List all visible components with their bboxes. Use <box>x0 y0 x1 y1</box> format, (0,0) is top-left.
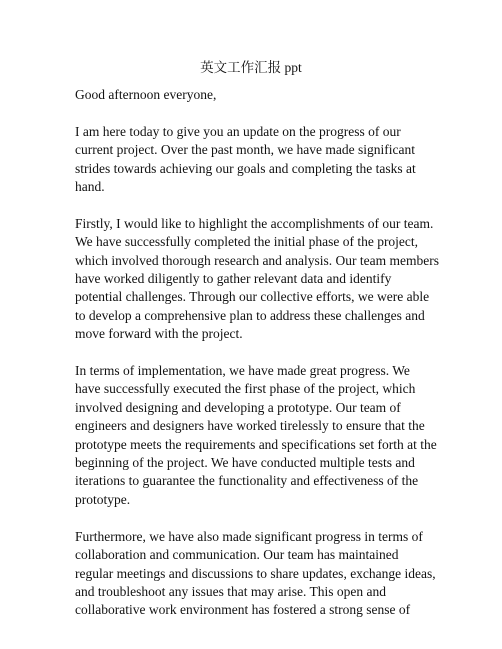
text-line: involved designing and developing a prototype. Our team of <box>75 399 401 415</box>
greeting <box>75 86 437 104</box>
text-line: move forward with the project. <box>75 326 243 342</box>
text-line: collaboration and communication. Our team has maintained <box>75 547 399 563</box>
text-line: strides towards achieving our goals and completing the tasks at <box>75 160 416 176</box>
text-line: regular meetings and discussions to share updates, exchange ideas, <box>75 565 436 581</box>
text-line: potential challenges. Through our collective efforts, we were able <box>75 289 430 305</box>
paragraph-collaboration <box>75 528 437 620</box>
text-line: engineers and designers have worked tirelessly to ensure that the <box>75 418 425 434</box>
text-line: I am here today to give you an update on the progress of our <box>75 123 401 139</box>
text-line: which involved thorough research and analysis. Our team members <box>75 252 440 268</box>
text-line: Good afternoon everyone, <box>75 87 217 102</box>
paragraph-progress-update <box>75 123 437 197</box>
text-line: beginning of the project. We have conducted multiple tests and <box>75 455 415 471</box>
text-line: hand. <box>75 179 105 195</box>
text-line: We have successfully completed the initial phase of the project, <box>75 234 419 250</box>
text-line: have worked diligently to gather relevant data and identify <box>75 271 392 287</box>
document-body <box>75 86 440 638</box>
text-line: current project. Over the past month, we have made significant <box>75 142 416 158</box>
text-line: prototype meets the requirements and specifications set forth at the <box>75 436 437 452</box>
document-title: 英文工作汇报 ppt <box>200 60 302 75</box>
paragraph-implementation <box>75 362 437 509</box>
text-line: collaborative work environment has fostered a strong sense of <box>75 602 411 618</box>
text-line: to develop a comprehensive plan to address these challenges and <box>75 307 425 323</box>
text-line: In terms of implementation, we have made great progress. We <box>75 363 410 379</box>
text-line: have successfully executed the first phase of the project, which <box>75 381 416 397</box>
text-line: and troubleshoot any issues that may arise. This open and <box>75 583 386 599</box>
text-line: Firstly, I would like to highlight the accomplishments of our team. <box>75 215 434 231</box>
text-line: iterations to guarantee the functionality and effectiveness of the <box>75 473 419 489</box>
text-line: Furthermore, we have also made significant progress in terms of <box>75 528 423 544</box>
paragraph-accomplishments <box>75 215 440 344</box>
text-line: prototype. <box>75 491 131 507</box>
